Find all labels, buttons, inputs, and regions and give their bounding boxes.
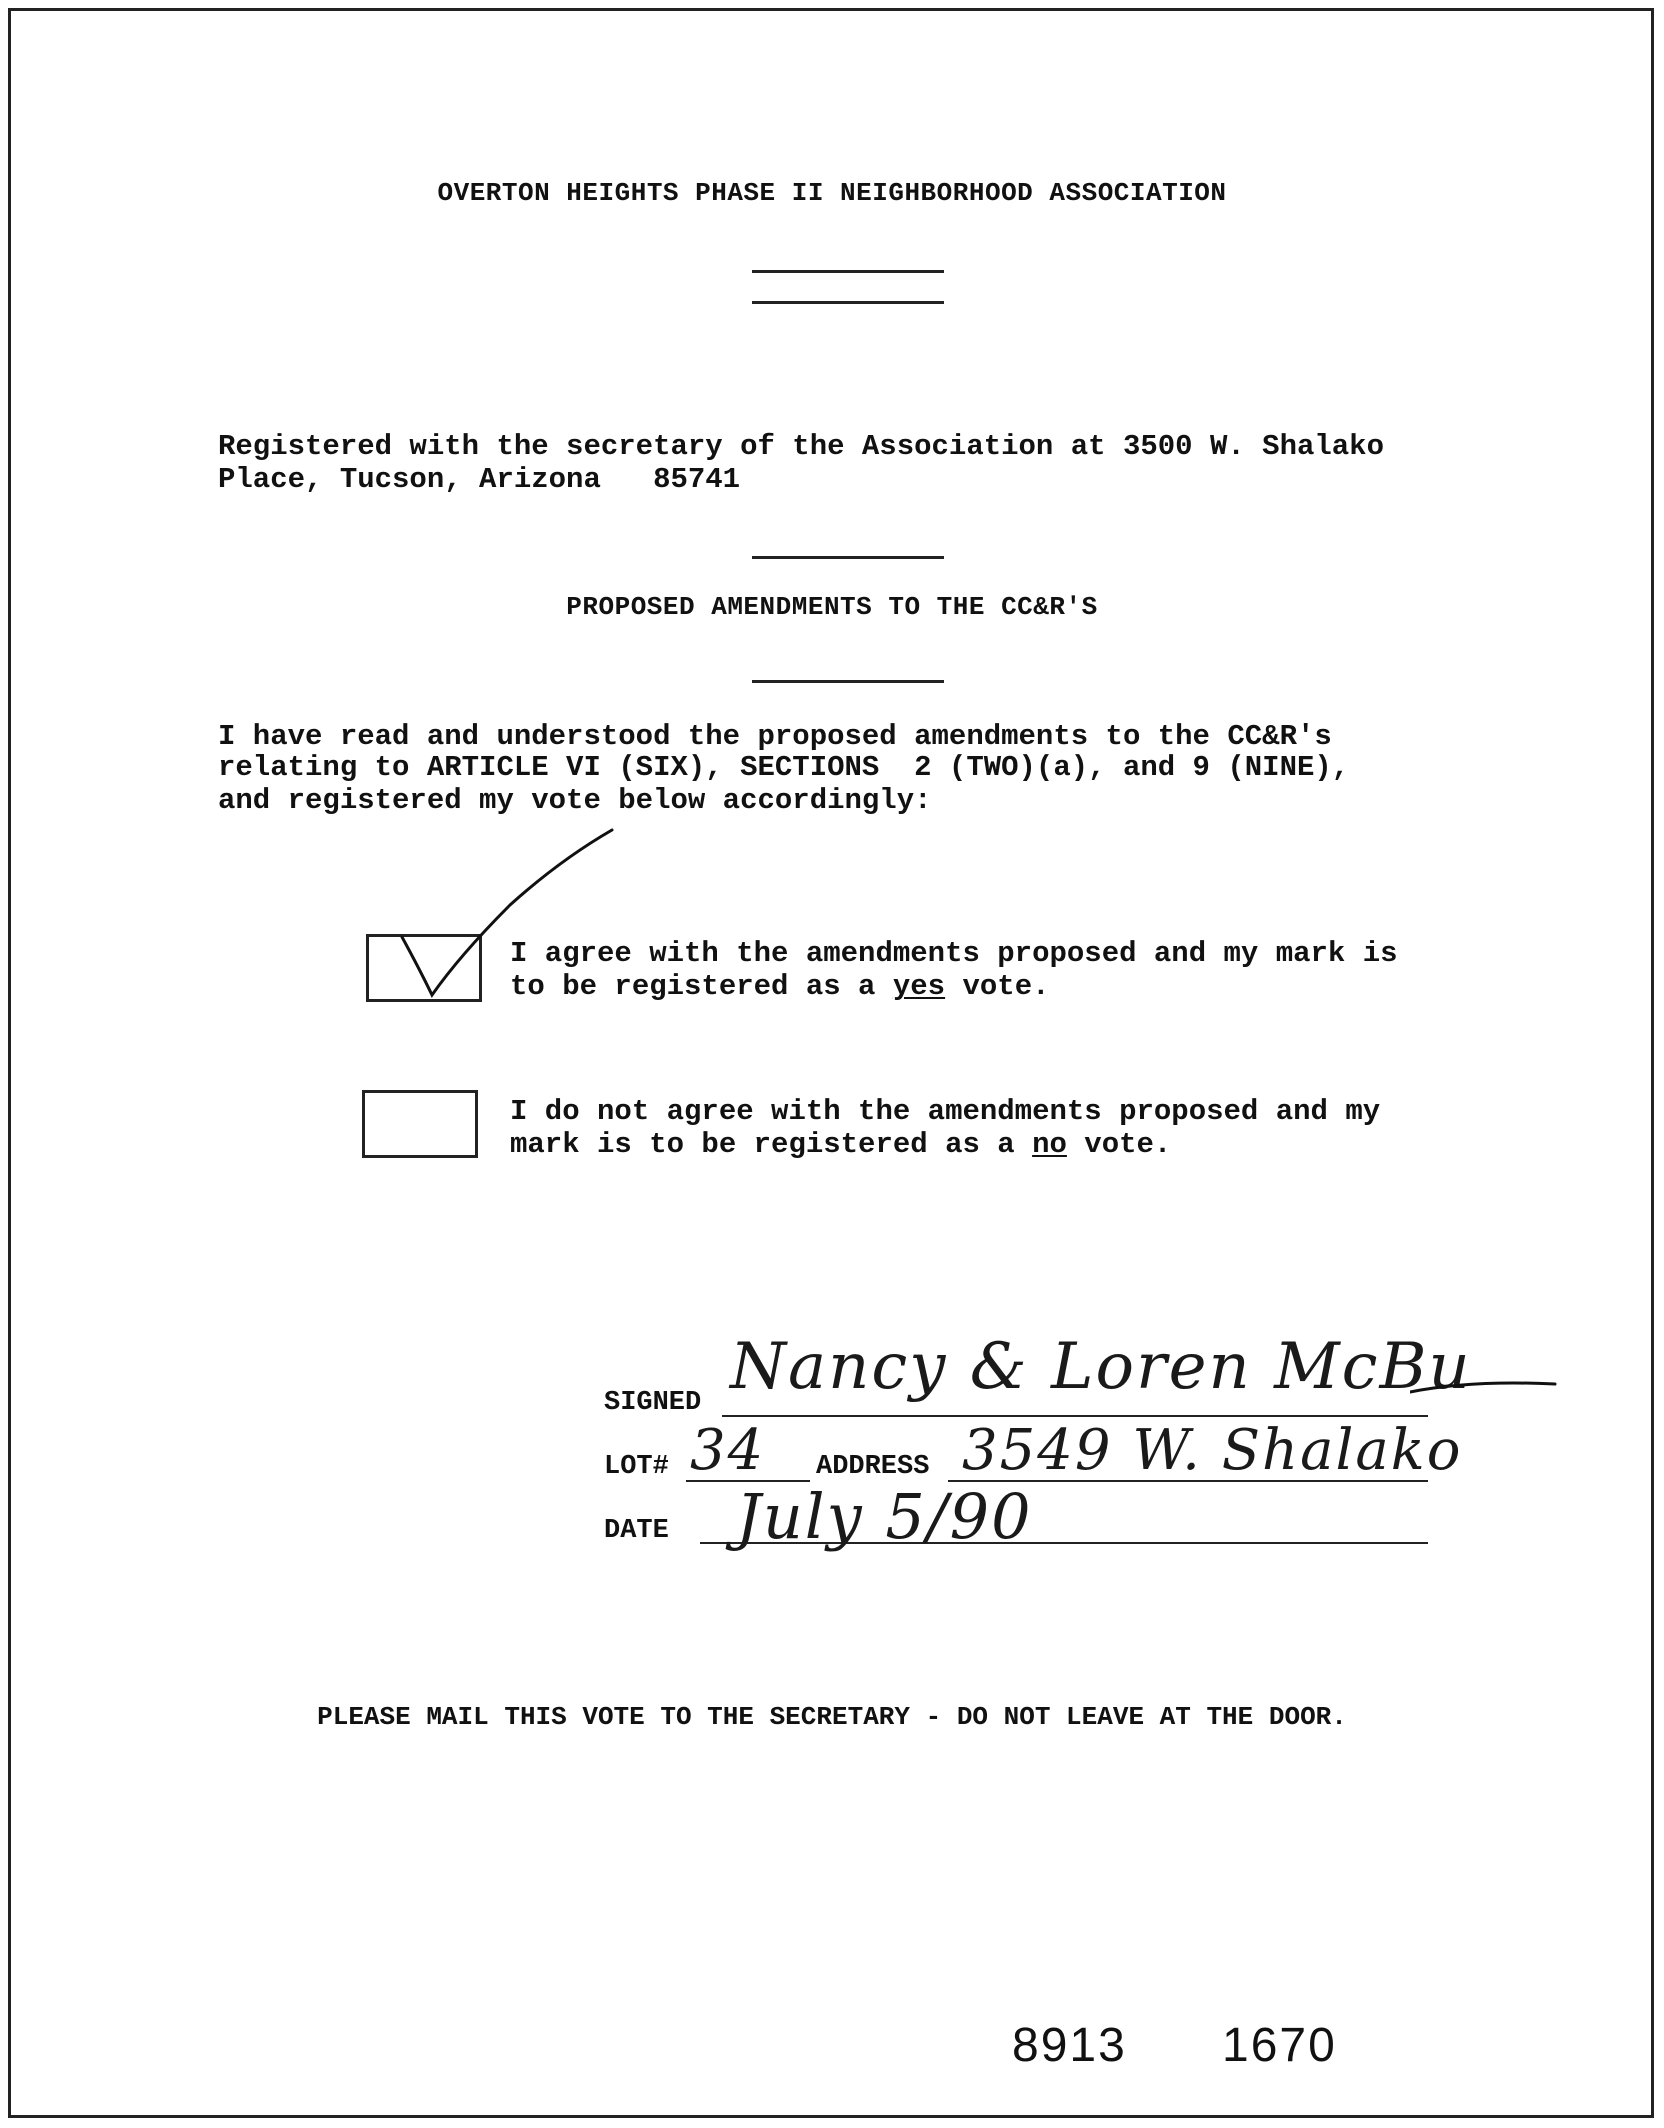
signed-label: SIGNED	[604, 1388, 702, 1418]
section-rule-top	[752, 556, 944, 559]
no-option-line-1: I do not agree with the amendments proposed and my	[510, 1095, 1381, 1128]
no-option-line-2: mark is to be registered as a no vote.	[510, 1128, 1172, 1161]
statement-line-1: I have read and understood the proposed amendments to the CC&R's	[218, 720, 1332, 753]
header-rule-1	[752, 270, 944, 273]
registration-line-2: Place, Tucson, Arizona 85741	[218, 463, 741, 496]
lot-label: LOT#	[604, 1452, 669, 1482]
document-number-part-2: 1670	[1222, 2019, 1337, 2072]
mail-instruction: PLEASE MAIL THIS VOTE TO THE SECRETARY - DO NOT LEAVE AT THE DOOR.	[317, 1702, 1347, 1732]
lot-handwriting: 34	[690, 1418, 766, 1483]
yes-keyword: yes	[892, 970, 946, 1003]
yes-option-line-2: to be registered as a yes vote.	[510, 970, 1050, 1003]
document-number-part-1: 8913	[1012, 2019, 1127, 2072]
date-handwriting: July 5/90	[736, 1480, 1033, 1553]
section-title: PROPOSED AMENDMENTS TO THE CC&R'S	[566, 592, 1098, 622]
signature-handwriting: Nancy & Loren McBu	[730, 1330, 1472, 1404]
no-vote-checkbox[interactable]	[362, 1090, 478, 1158]
header-rule-2	[752, 301, 944, 304]
statement-line-3: and registered my vote below accordingly:	[218, 784, 932, 817]
section-rule-bottom	[752, 680, 944, 683]
signature-flourish-icon	[1410, 1372, 1560, 1402]
registration-line-1: Registered with the secretary of the Association at 3500 W. Shalako	[218, 430, 1384, 463]
association-title: OVERTON HEIGHTS PHASE II NEIGHBORHOOD ASSOCIATION	[437, 178, 1227, 208]
no-keyword: no	[1032, 1128, 1067, 1161]
address-handwriting: 3549 W. Shalako	[962, 1418, 1463, 1483]
date-label: DATE	[604, 1516, 669, 1546]
page-border	[8, 8, 1654, 2118]
signed-line	[722, 1415, 1428, 1417]
yes-option-line-1: I agree with the amendments proposed and my mark is	[510, 937, 1398, 970]
address-label: ADDRESS	[816, 1452, 930, 1482]
statement-line-2: relating to ARTICLE VI (SIX), SECTIONS 2 (TWO)(a), and 9 (NINE),	[218, 751, 1350, 784]
